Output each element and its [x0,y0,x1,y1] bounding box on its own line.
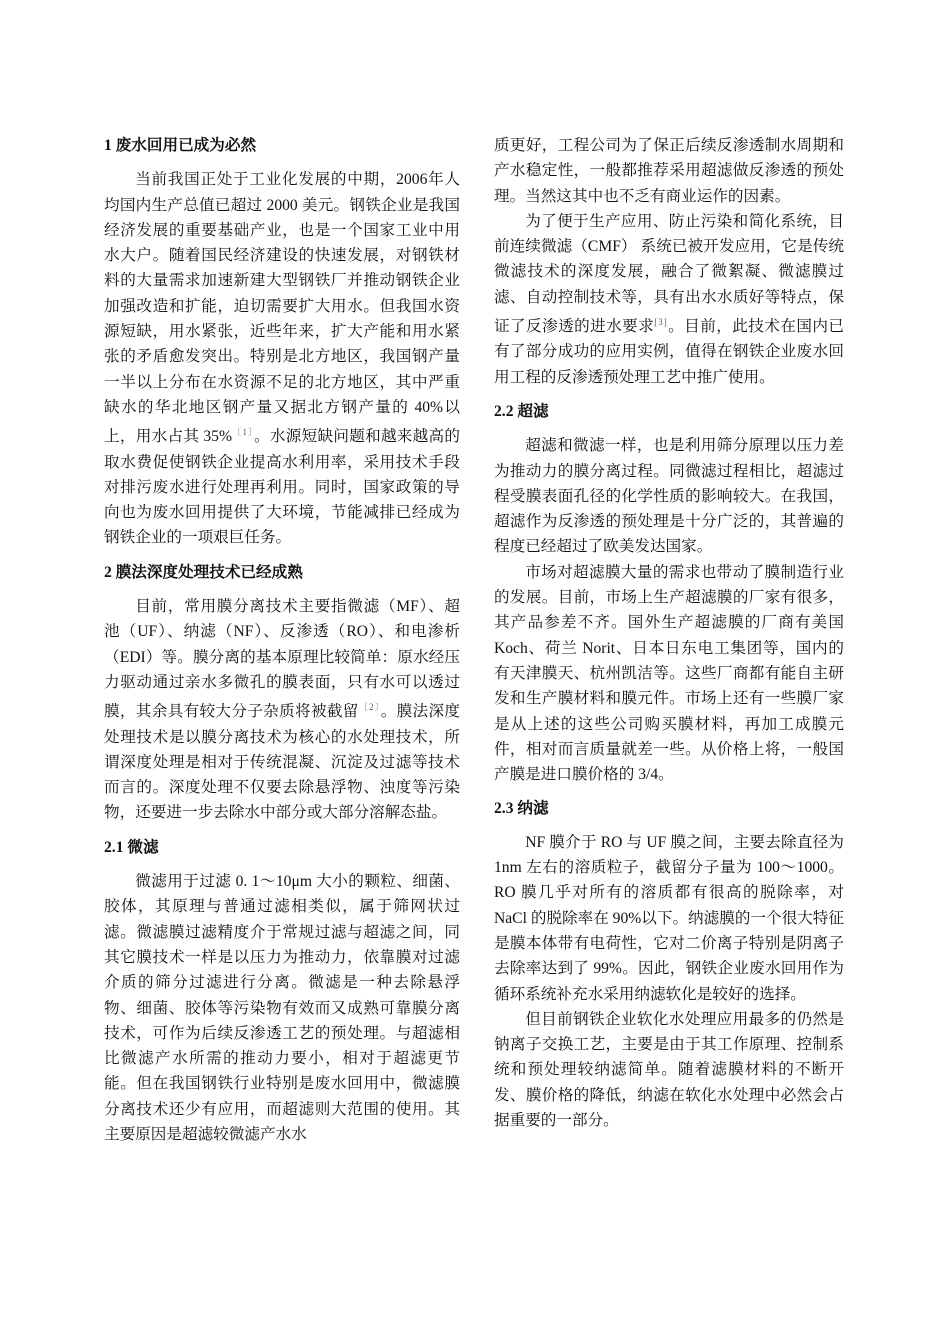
section-heading-2: 2 膜法深度处理技术已经成熟 [104,563,303,581]
citation-3: [3] [654,317,668,328]
left-column [104,133,460,1147]
citation-1: 〔1〕 [231,427,255,438]
section-heading-1: 1 废水回用已成为必然 [104,137,257,154]
paragraph: 市场对超滤膜大量的需求也带动了膜制造行业的发展。目前，市场上生产超滤膜的厂家有很多，其产品参差不齐。国外生产超滤膜的厂商有美国 Koch、荷兰 Norit、日本日东电工集团等，国内的有天津膜天、杭州凯洁等。这些厂商都有能自主研发和生产膜材料和膜元件。市场上还有一些膜厂家是从上述的这些公司购买膜材料，再加工成膜元件，相对而言质量就差一些。从价格上将，一般国产膜是进口膜价格的 3/4。 [494,563,844,784]
paragraph-text: 。水源短缺问题和越来越高的取水费促使钢铁企业提高水利用率，采用技术手段对排污废水进行处理再利用。同时，国家政策的导向也为废水回用提供了大环境，节能减排已经成为钢铁企业的一项艰巨任务。 [104,428,460,547]
right-column [494,133,844,1133]
paragraph: 微滤用于过滤 0. 1～10μm 大小的颗粒、细菌、胶体，其原理与普通过滤相类似，属于筛网状过滤。微滤膜过滤精度介于常规过滤与超滤之间，同其它膜技术一样是以压力为推动力，依靠膜对过滤介质的筛分过滤进行分离。微滤是一种去除悬浮物、细菌、胶体等污染物有效而又成熟可靠膜分离技术，可作为后续反渗透工艺的预处理。与超滤相比微滤产水所需的推动力要小，相对于超滤更节能。但在我国钢铁行业特别是废水回用中，微滤膜分离技术还少有应用，而超滤则大范围的使用。其主要原因是超滤较微滤产水水 [104,873,460,1143]
paragraph-continued: 质更好，工程公司为了保正后续反渗透制水周期和产水稳定性，一般都推荐采用超滤做反渗透的预处理。当然这其中也不乏有商业运作的因素。 [494,137,844,205]
paragraph [104,594,460,826]
paragraph-text: 。膜法深度处理技术是以膜分离技术为核心的水处理技术，所谓深度处理是相对于传统混凝、沉淀及过滤等技术而言的。深度处理不仅要去除悬浮物、浊度等污染物，还要进一步去除水中部分或大部分溶解态盐。 [104,703,460,822]
paragraph: 超滤和微滤一样，也是利用筛分原理以压力差为推动力的膜分离过程。同微滤过程相比，超滤过程受膜表面孔径的化学性质的影响较大。在我国，超滤作为反渗透的预处理是十分广泛的，其普遍的程度已经超过了欧美发达国家。 [494,437,844,556]
paragraph: 但目前钢铁企业软化水处理应用最多的仍然是钠离子交换工艺，主要是由于其工作原理、控制系统和预处理较纳滤简单。随着滤膜材料的不断开发、膜价格的降低，纳滤在软化水处理中必然会占据重要的一部分。 [494,1010,844,1129]
citation-2: 〔2〕 [358,702,381,713]
paragraph [104,167,460,550]
paragraph-text: 当前我国正处于工业化发展的中期，2006年人均国内生产总值已超过 2000 美元。钢铁企业是我国经济发展的重要基础产业，也是一个国家工业中用水大户。随着国民经济建设的快速发展，对钢铁材料的大量需求加速新建大型钢铁厂并推动钢铁企业加强改造和扩能，迫切需要扩大用水。但我国水资源短缺，用水紧张，近些年来，扩大产能和用水紧张的矛盾愈发突出。特别是北方地区，我国钢产量一半以上分布在水资源不足的北方地区，其中严重缺水的华北地区钢产量又据北方钢产量的 40%以上，用水占其 35% [104,171,460,446]
paragraph-text: 目前，常用膜分离技术主要指微滤（MF）、超池（UF）、纳滤（NF）、反渗透（RO）、和电渗析（EDI）等。膜分离的基本原理比较简单：原水经压力驱动通过亲水多微孔的膜表面，只有水可以透过膜，其余具有较大分子杂质将被截留 [104,598,460,721]
paragraph [494,209,844,390]
paragraph-text: 。目前，此技术在国内已有了部分成功的应用实例，值得在钢铁企业废水回用工程的反渗透预处理工艺中推广使用。 [494,318,844,386]
paragraph-text: 为了便于生产应用、防止污染和简化系统，目前连续微滤（CMF） 系统已被开发应用，它是传统微滤技术的深度发展，融合了微絮凝、微滤膜过滤、自动控制技术等，具有出水水质好等特点，保证了反渗透的进水要求 [494,212,844,336]
subsection-heading-2-1: 2.1 微滤 [104,838,159,856]
subsection-heading-2-3: 2.3 纳滤 [494,800,549,818]
subsection-heading-2-2: 2.2 超滤 [494,402,549,420]
paragraph: NF 膜介于 RO 与 UF 膜之间，主要去除直径为 1nm 左右的溶质粒子，截留分子量为 100～1000。RO 膜几乎对所有的溶质都有很高的脱除率，对 NaCl 的脱除率在 90%以下。纳滤膜的一个很大特征是膜本体带有电荷性，它对二价离子特别是阴离子去除率达到了 99%。因此，钢铁企业废水回用作为循环系统补充水采用纳滤软化是较好的选择。 [494,833,844,1003]
